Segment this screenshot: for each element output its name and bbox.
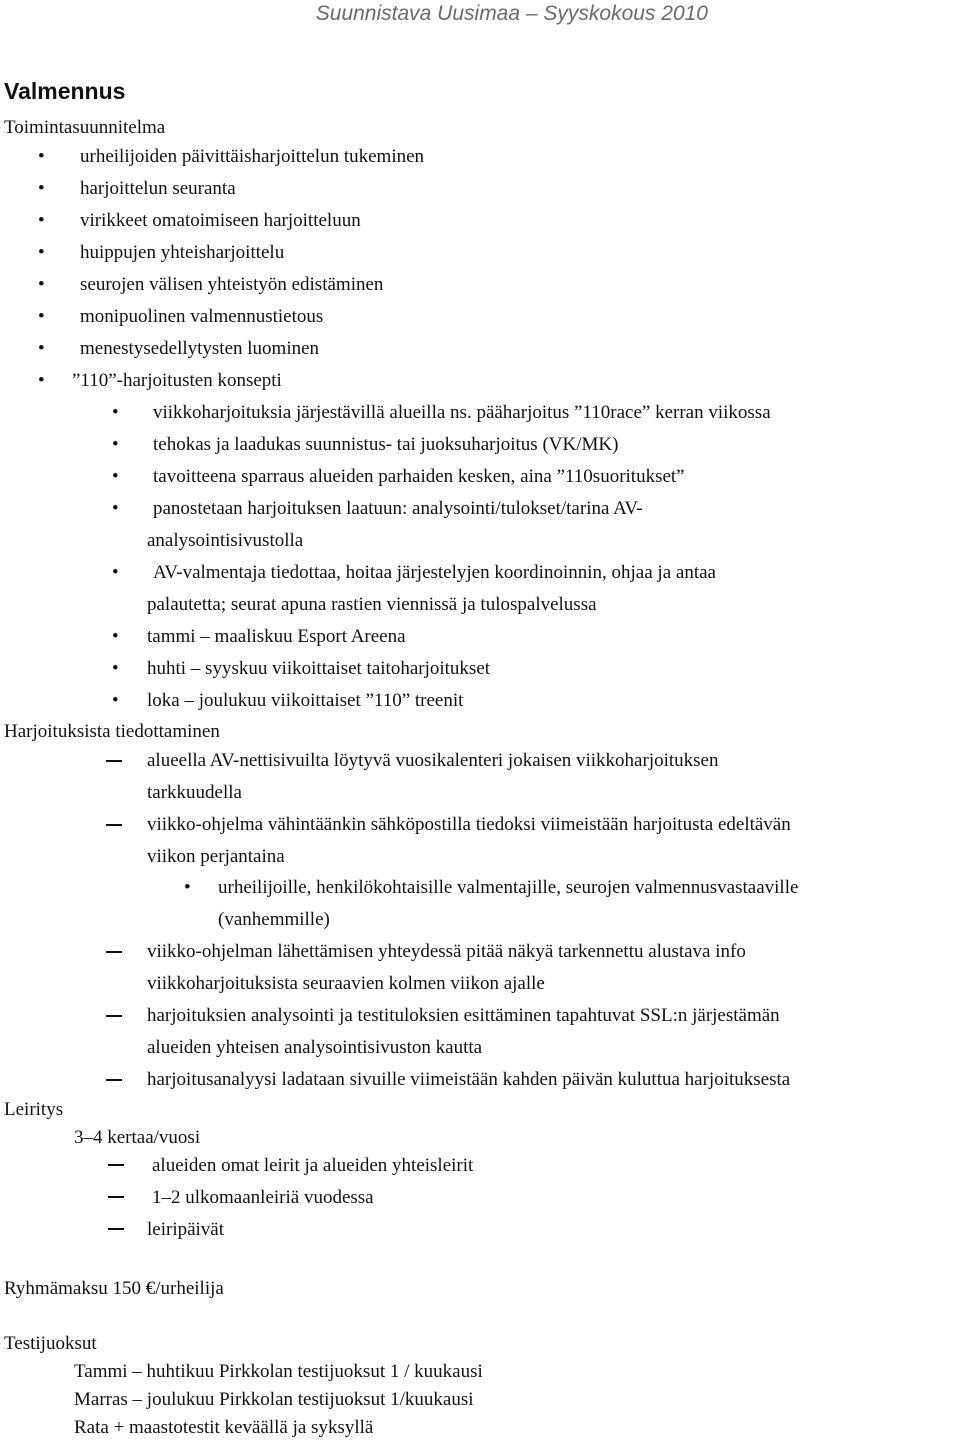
list-item: leiripäivät: [147, 1219, 225, 1240]
list-item: loka – joulukuu viikoittaiset ”110” treenit: [147, 690, 464, 711]
list-item-continuation: analysointisivustolla: [147, 530, 304, 551]
nested-list-item-continuation: (vanhemmille): [218, 909, 330, 930]
list-item: harjoittelun seuranta: [80, 178, 236, 199]
list-item: AV-valmentaja tiedottaa, hoitaa järjestelyjen koordinoinnin, ohjaa ja antaa: [153, 562, 716, 583]
list-item: tehokas ja laadukas suunnistus- tai juoksuharjoitus (VK/MK): [153, 434, 619, 455]
dash-icon: [106, 951, 122, 953]
toimintasuunnitelma-heading: Toimintasuunnitelma: [4, 117, 166, 138]
list-item-continuation: viikon perjantaina: [147, 846, 285, 867]
list-item: seurojen välisen yhteistyön edistäminen: [80, 274, 384, 295]
bullet-icon: •: [38, 210, 45, 231]
bullet-icon: •: [38, 274, 45, 295]
bullet-icon: •: [38, 178, 45, 199]
testijuoksut-line: Rata + maastotestit keväällä ja syksyllä: [74, 1417, 374, 1438]
tiedottaminen-heading: Harjoituksista tiedottaminen: [4, 721, 220, 742]
list-item: tavoitteena sparraus alueiden parhaiden kesken, aina ”110suoritukset”: [153, 466, 685, 487]
testijuoksut-line: Marras – joulukuu Pirkkolan testijuoksut 1/kuukausi: [74, 1389, 474, 1410]
list-item: harjoituksien analysointi ja testituloksien esittäminen tapahtuvat SSL:n järjestämän: [147, 1005, 780, 1026]
bullet-icon: •: [112, 690, 119, 711]
list-item-continuation: viikkoharjoituksista seuraavien kolmen viikon ajalle: [147, 973, 545, 994]
dash-icon: [108, 1164, 124, 1166]
list-item-continuation: alueiden yhteisen analysointisivuston kautta: [147, 1037, 483, 1058]
bullet-icon: •: [112, 626, 119, 647]
testijuoksut-heading: Testijuoksut: [4, 1333, 97, 1354]
list-item: ”110”-harjoitusten konsepti: [72, 370, 282, 391]
dash-icon: [106, 760, 122, 762]
dash-icon: [106, 824, 122, 826]
bullet-icon: •: [112, 562, 119, 583]
list-item: 1–2 ulkomaanleiriä vuodessa: [152, 1187, 374, 1208]
bullet-icon: •: [112, 498, 119, 519]
bullet-icon: •: [112, 434, 119, 455]
list-item: menestysedellytysten luominen: [80, 338, 320, 359]
bullet-icon: •: [38, 306, 45, 327]
page-header: Suunnistava Uusimaa – Syyskokous 2010: [315, 2, 708, 25]
dash-icon: [108, 1196, 124, 1198]
list-item: virikkeet omatoimiseen harjoitteluun: [80, 210, 361, 231]
list-item-continuation: palautetta; seurat apuna rastien viennissä ja tulospalvelussa: [147, 594, 597, 615]
leiritys-heading: Leiritys: [4, 1099, 64, 1120]
list-item: monipuolinen valmennustietous: [80, 306, 324, 327]
list-item-continuation: tarkkuudella: [147, 782, 242, 803]
bullet-icon: •: [38, 370, 45, 391]
testijuoksut-line: Tammi – huhtikuu Pirkkolan testijuoksut 1 / kuukausi: [74, 1361, 483, 1382]
list-item: huhti – syyskuu viikoittaiset taitoharjoitukset: [147, 658, 491, 679]
list-item: panostetaan harjoituksen laatuun: analysointi/tulokset/tarina AV-: [153, 498, 643, 519]
ryhmamaksu-text: Ryhmämaksu 150 €/urheilija: [4, 1278, 224, 1299]
list-item: urheilijoiden päivittäisharjoittelun tukeminen: [80, 146, 425, 167]
section-title: Valmennus: [4, 78, 126, 104]
bullet-icon: •: [38, 242, 45, 263]
nested-list-item: urheilijoille, henkilökohtaisille valmentajille, seurojen valmennusvastaaville: [218, 877, 799, 898]
list-item: alueella AV-nettisivuilta löytyvä vuosikalenteri jokaisen viikkoharjoituksen: [147, 750, 719, 771]
list-item: viikko-ohjelman lähettämisen yhteydessä pitää näkyä tarkennettu alustava info: [147, 941, 746, 962]
list-item: huippujen yhteisharjoittelu: [80, 242, 285, 263]
bullet-icon: •: [184, 877, 191, 898]
bullet-icon: •: [38, 146, 45, 167]
list-item: viikkoharjoituksia järjestävillä alueilla ns. pääharjoitus ”110race” kerran viikossa: [153, 402, 771, 423]
bullet-icon: •: [38, 338, 45, 359]
leiritys-frequency: 3–4 kertaa/vuosi: [74, 1127, 201, 1148]
bullet-icon: •: [112, 402, 119, 423]
bullet-icon: •: [112, 658, 119, 679]
bullet-icon: •: [112, 466, 119, 487]
dash-icon: [106, 1015, 122, 1017]
list-item: harjoitusanalyysi ladataan sivuille viimeistään kahden päivän kuluttua harjoituksesta: [147, 1069, 791, 1090]
list-item: tammi – maaliskuu Esport Areena: [147, 626, 406, 647]
dash-icon: [108, 1228, 124, 1230]
list-item: alueiden omat leirit ja alueiden yhteisleirit: [152, 1155, 474, 1176]
dash-icon: [106, 1079, 122, 1081]
list-item: viikko-ohjelma vähintäänkin sähköpostilla tiedoksi viimeistään harjoitusta edeltävän: [147, 814, 791, 835]
